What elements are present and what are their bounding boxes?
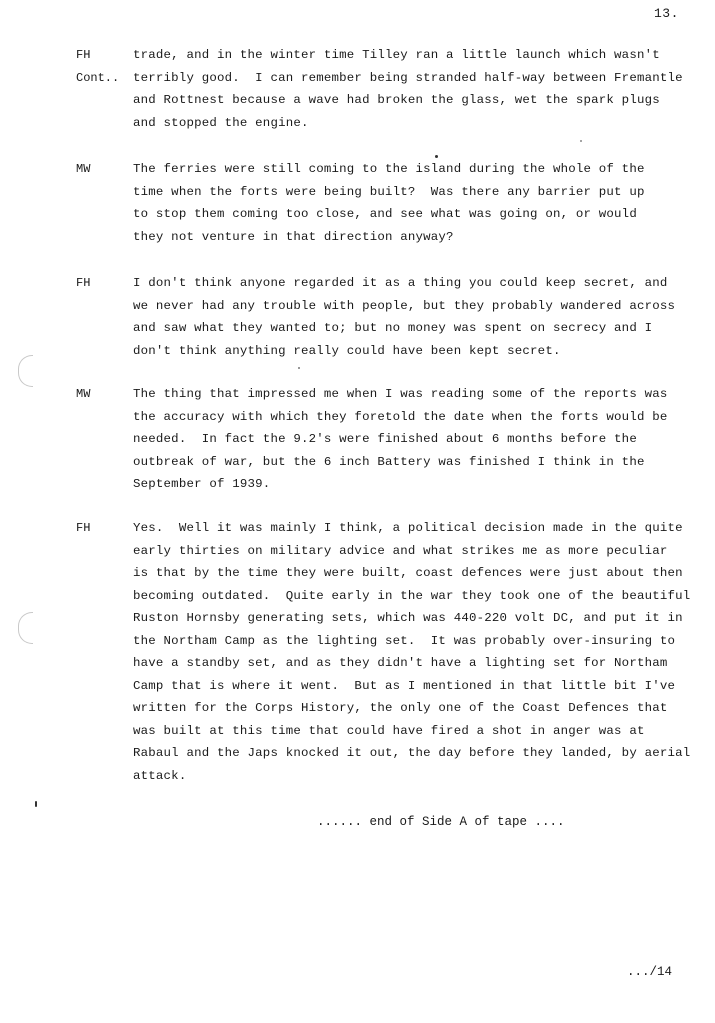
text-line: the accuracy with which they foretold the date when the forts would be	[133, 409, 668, 424]
text-line: outbreak of war, but the 6 inch Battery was finished I think in the	[133, 454, 645, 469]
scan-speck	[35, 801, 37, 807]
text-line: September of 1939.	[133, 477, 271, 491]
text-line: trade, and in the winter time Tilley ran a little launch which wasn't	[133, 48, 660, 62]
text-line: I don't think anyone regarded it as a thing you could keep secret, and	[133, 276, 668, 290]
text-line: was built at this time that could have fired a shot in anger was at	[133, 723, 645, 738]
text-line: don't think anything really could have been kept secret.	[133, 343, 561, 358]
text-line: The thing that impressed me when I was reading some of the reports was	[133, 387, 668, 401]
text-line: Yes. Well it was mainly I think, a political decision made in the quite	[133, 521, 683, 535]
text-line: early thirties on military advice and what strikes me as more peculiar	[133, 543, 668, 558]
scan-speck	[298, 367, 300, 369]
entry-text	[133, 383, 668, 496]
text-line: terribly good. I can remember being stranded half-way between Fremantle	[133, 70, 683, 85]
text-line: Rabaul and the Japs knocked it out, the day before they landed, by aerial	[133, 746, 691, 760]
end-of-side-marker: ...... end of Side A of tape ....	[317, 815, 565, 829]
text-line: Camp that is where it went. But as I mentioned in that little bit I've	[133, 678, 676, 693]
speaker-label: FH Cont..	[76, 48, 120, 85]
text-line: have a standby set, and as they didn't have a lighting set for Northam	[133, 656, 668, 670]
text-line: they not venture in that direction anyway?	[133, 229, 454, 244]
text-line: and stopped the engine.	[133, 115, 309, 130]
text-line: attack.	[133, 768, 187, 783]
page-number: 13.	[654, 6, 679, 21]
text-line: we never had any trouble with people, but they probably wandered across	[133, 298, 676, 313]
text-line: The ferries were still coming to the island during the whole of the	[133, 162, 645, 176]
text-line: is that by the time they were built, coast defences were just about then	[133, 566, 683, 580]
speaker-label: MW	[76, 162, 91, 176]
scan-speck	[435, 155, 438, 158]
punch-hole-mark	[18, 355, 33, 387]
entry-text	[133, 272, 675, 362]
text-line: written for the Corps History, the only one of the Coast Defences that	[133, 701, 668, 715]
speaker-label: FH	[76, 276, 91, 290]
punch-hole-mark	[18, 612, 33, 644]
speaker-label: MW	[76, 387, 91, 401]
text-line: time when the forts were being built? Was there any barrier put up	[133, 184, 645, 199]
text-line: becoming outdated. Quite early in the war they took one of the beautiful	[133, 588, 691, 603]
scan-speck	[580, 140, 582, 142]
entry-text	[133, 158, 645, 248]
text-line: and saw what they wanted to; but no money was spent on secrecy and I	[133, 321, 653, 335]
text-line: and Rottnest because a wave had broken the glass, wet the spark plugs	[133, 93, 660, 107]
text-line: Ruston Hornsby generating sets, which was 440-220 volt DC, and put it in	[133, 611, 683, 625]
text-line: the Northam Camp as the lighting set. It was probably over-insuring to	[133, 633, 676, 648]
continued-marker: .../14	[627, 965, 673, 979]
entry-text	[133, 44, 683, 134]
speaker-label: FH	[76, 521, 91, 535]
text-line: to stop them coming too close, and see what was going on, or would	[133, 207, 637, 221]
text-line: needed. In fact the 9.2's were finished about 6 months before the	[133, 432, 637, 446]
entry-text	[133, 517, 690, 787]
